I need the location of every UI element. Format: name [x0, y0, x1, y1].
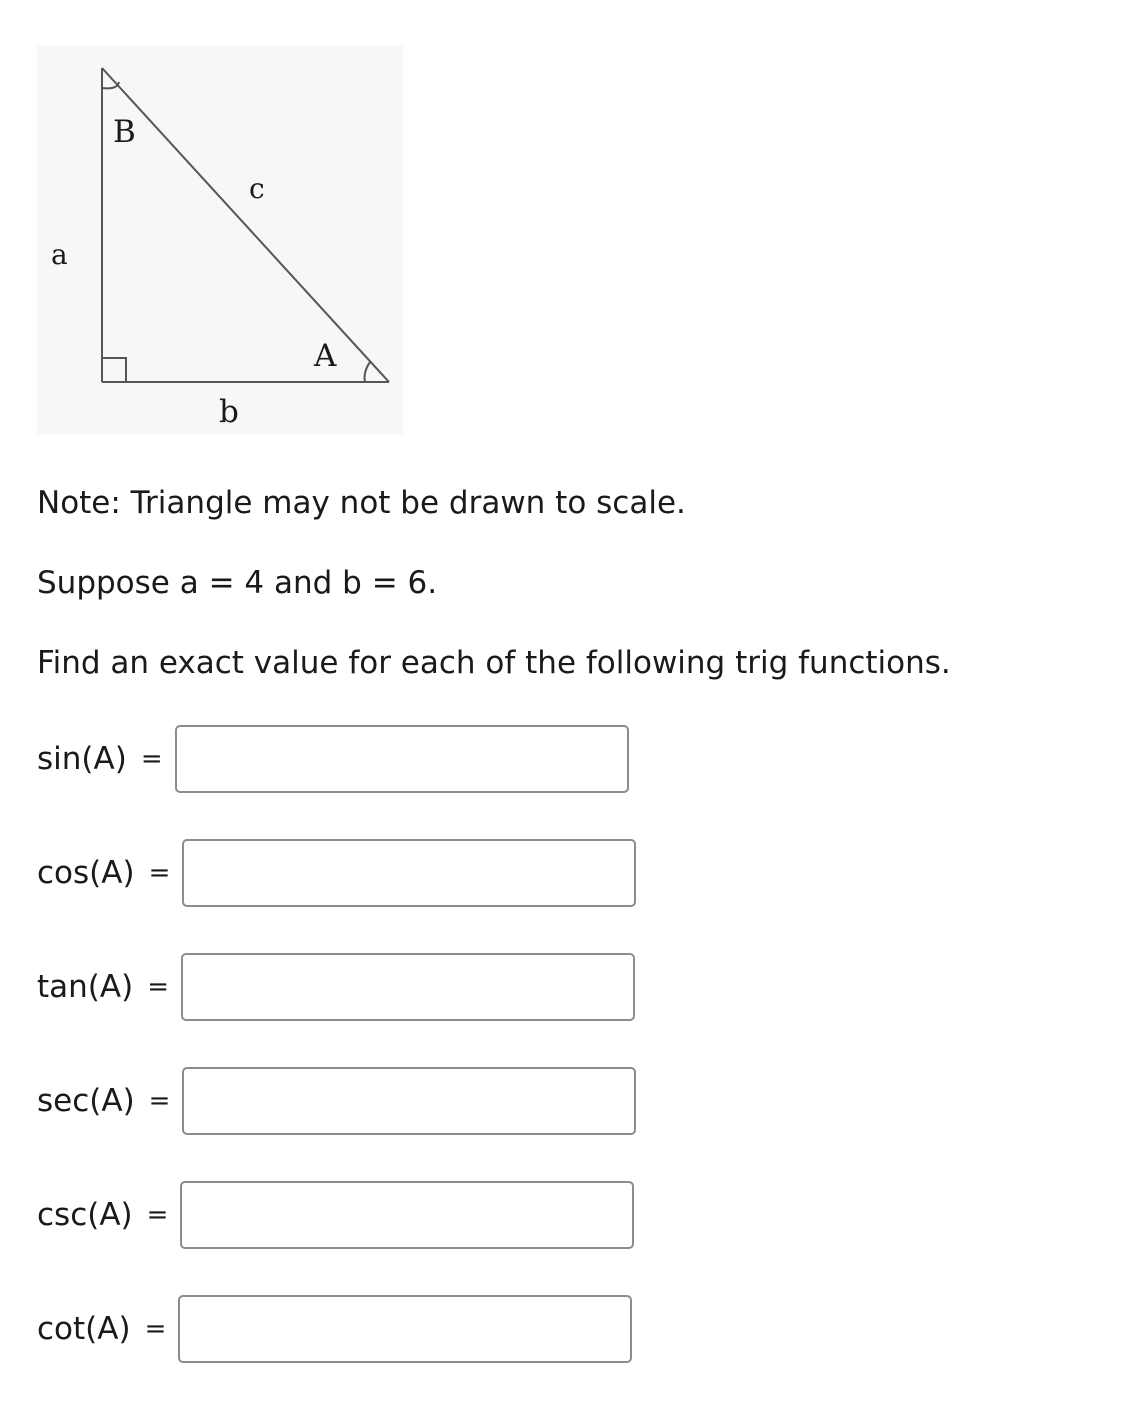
answer-row-sin — [37, 724, 629, 794]
side-label-b: b — [219, 394, 239, 430]
equals-sign: = — [148, 858, 171, 888]
cos-answer-input[interactable] — [182, 839, 636, 907]
equals-sign: = — [147, 972, 169, 1002]
answer-row-tan — [37, 952, 635, 1022]
sin-label: sin(A) — [37, 741, 127, 777]
cot-label: cot(A) — [37, 1311, 131, 1347]
equals-sign: = — [144, 1314, 167, 1344]
sec-label: sec(A) — [37, 1083, 135, 1119]
right-angle-marker — [102, 358, 126, 382]
cos-label: cos(A) — [37, 855, 135, 891]
note-text: Note: Triangle may not be drawn to scale. — [37, 485, 686, 521]
equals-sign: = — [146, 1200, 169, 1230]
answer-row-sec — [37, 1066, 636, 1136]
instruction-text: Find an exact value for each of the following trig functions. — [37, 645, 951, 681]
given-values-text: Suppose a = 4 and b = 6. — [37, 565, 438, 601]
equals-sign: = — [140, 744, 163, 774]
equals-sign: = — [148, 1086, 171, 1116]
sec-answer-input[interactable] — [182, 1067, 636, 1135]
csc-label: csc(A) — [37, 1197, 133, 1233]
side-label-a: a — [51, 238, 68, 271]
cot-answer-input[interactable] — [178, 1295, 632, 1363]
csc-answer-input[interactable] — [180, 1181, 634, 1249]
answer-row-csc — [37, 1180, 634, 1250]
vertex-label-b: B — [113, 114, 136, 150]
triangle-figure — [37, 46, 403, 434]
triangle-diagram — [37, 46, 403, 434]
angle-a-arc — [365, 362, 370, 382]
side-label-c: c — [249, 172, 265, 205]
tan-label: tan(A) — [37, 969, 134, 1005]
answer-row-cot — [37, 1294, 632, 1364]
tan-answer-input[interactable] — [181, 953, 635, 1021]
sin-answer-input[interactable] — [175, 725, 629, 793]
vertex-label-a: A — [314, 338, 337, 374]
side-c-line — [102, 68, 389, 382]
answer-row-cos — [37, 838, 636, 908]
